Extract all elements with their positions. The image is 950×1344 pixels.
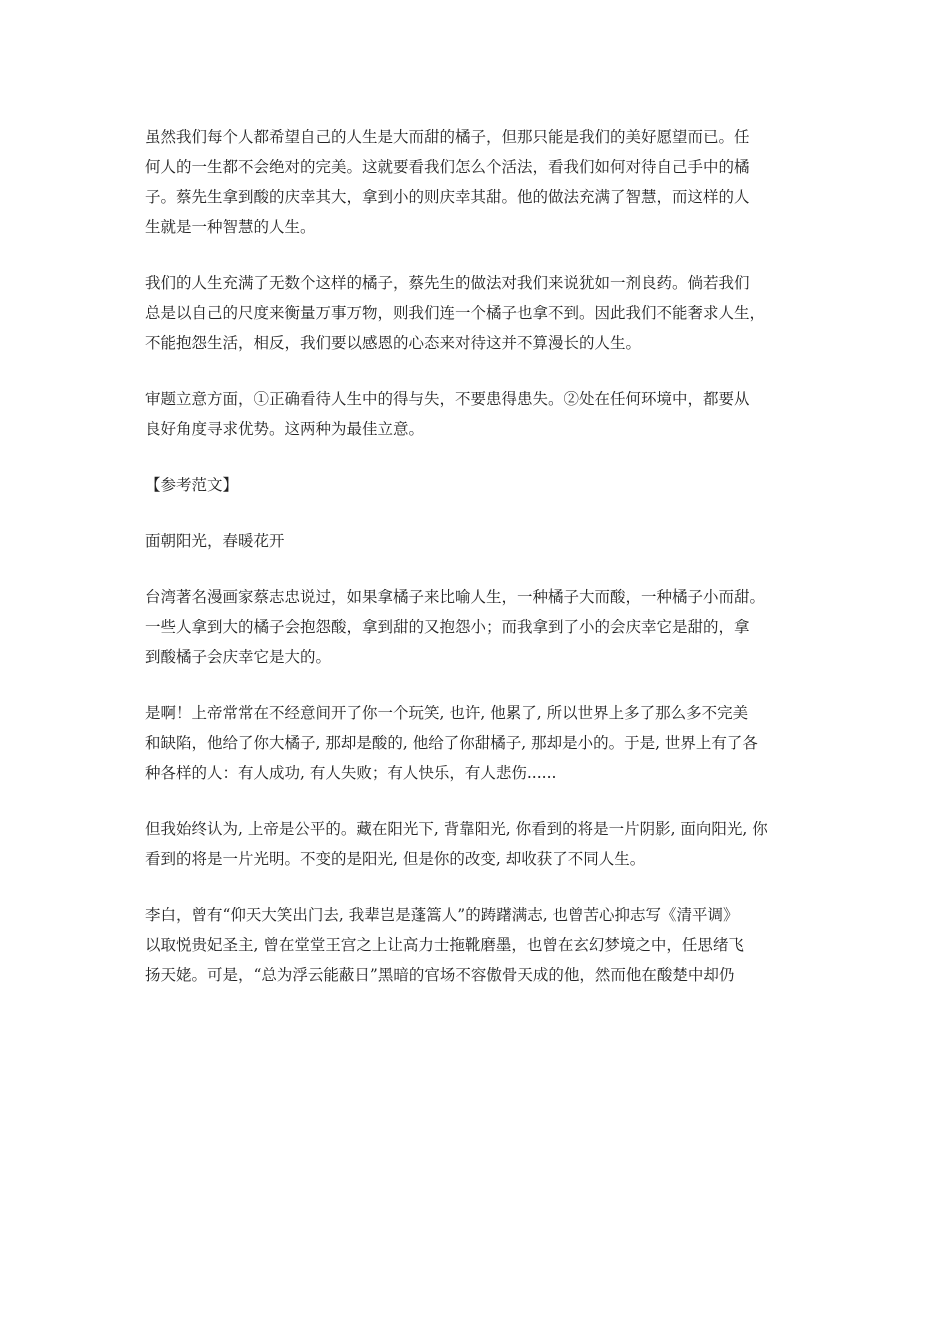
text-line: 到酸橘子会庆幸它是大的。: [145, 648, 332, 666]
paragraph-1: [145, 122, 810, 242]
essay-title: [145, 526, 810, 556]
text-line: 子。蔡先生拿到酸的庆幸其大，拿到小的则庆幸其甜。他的做法充满了智慧，而这样的人: [145, 188, 750, 206]
text-line: 面朝阳光，春暖花开: [145, 532, 285, 550]
paragraph-3: [145, 384, 810, 444]
paragraph-7: [145, 698, 810, 788]
text-line: 生就是一种智慧的人生。: [145, 218, 316, 236]
text-line: 是啊！上帝常常在不经意间开了你一个玩笑, 也许, 他累了, 所以世界上多了那么多不完美: [145, 704, 749, 722]
text-line: 良好角度寻求优势。这两种为最佳立意。: [145, 420, 425, 438]
text-line: 何人的一生都不会绝对的完美。这就要看我们怎么个活法，看我们如何对待自己手中的橘: [145, 158, 750, 176]
text-line: 李白，曾有“仰天大笑出门去, 我辈岂是蓬篙人”的踌躇满志, 也曾苦心抑志写《清平调》: [145, 906, 739, 924]
section-heading-reference-essay: [145, 470, 810, 500]
document-body: [145, 122, 810, 1016]
text-line: 一些人拿到大的橘子会抱怨酸，拿到甜的又抱怨小；而我拿到了小的会庆幸它是甜的，拿: [145, 618, 750, 636]
text-line: 和缺陷，他给了你大橘子, 那却是酸的, 他给了你甜橘子, 那却是小的。于是, 世界上有了各: [145, 734, 758, 752]
text-line: 以取悦贵妃圣主, 曾在堂堂王宫之上让高力士拖靴磨墨，也曾在玄幻梦境之中，任思绪飞: [145, 936, 744, 954]
text-line: 扬天姥。可是，“总为浮云能蔽日”黑暗的官场不容傲骨天成的他，然而他在酸楚中却仍: [145, 966, 735, 984]
text-line: 虽然我们每个人都希望自己的人生是大而甜的橘子，但那只能是我们的美好愿望而已。任: [145, 128, 750, 146]
paragraph-6: [145, 582, 810, 672]
text-line: 不能抱怨生活，相反，我们要以感恩的心态来对待这并不算漫长的人生。: [145, 334, 642, 352]
paragraph-9: [145, 900, 810, 990]
text-line: 总是以自己的尺度来衡量万事万物，则我们连一个橘子也拿不到。因此我们不能奢求人生，: [145, 304, 766, 322]
text-line: 看到的将是一片光明。不变的是阳光, 但是你的改变, 却收获了不同人生。: [145, 850, 646, 868]
text-line: 台湾著名漫画家蔡志忠说过，如果拿橘子来比喻人生，一种橘子大而酸，一种橘子小而甜。: [145, 588, 766, 606]
paragraph-8: [145, 814, 810, 874]
paragraph-2: [145, 268, 810, 358]
text-line: 【参考范文】: [145, 476, 239, 494]
text-line: 但我始终认为, 上帝是公平的。藏在阳光下, 背靠阳光, 你看到的将是一片阴影, 面向阳光, 你: [145, 820, 768, 838]
text-line: 种各样的人：有人成功, 有人失败；有人快乐，有人悲伤......: [145, 764, 557, 782]
text-line: 审题立意方面，①正确看待人生中的得与失，不要患得患失。②处在任何环境中，都要从: [145, 390, 750, 408]
text-line: 我们的人生充满了无数个这样的橘子，蔡先生的做法对我们来说犹如一剂良药。倘若我们: [145, 274, 750, 292]
